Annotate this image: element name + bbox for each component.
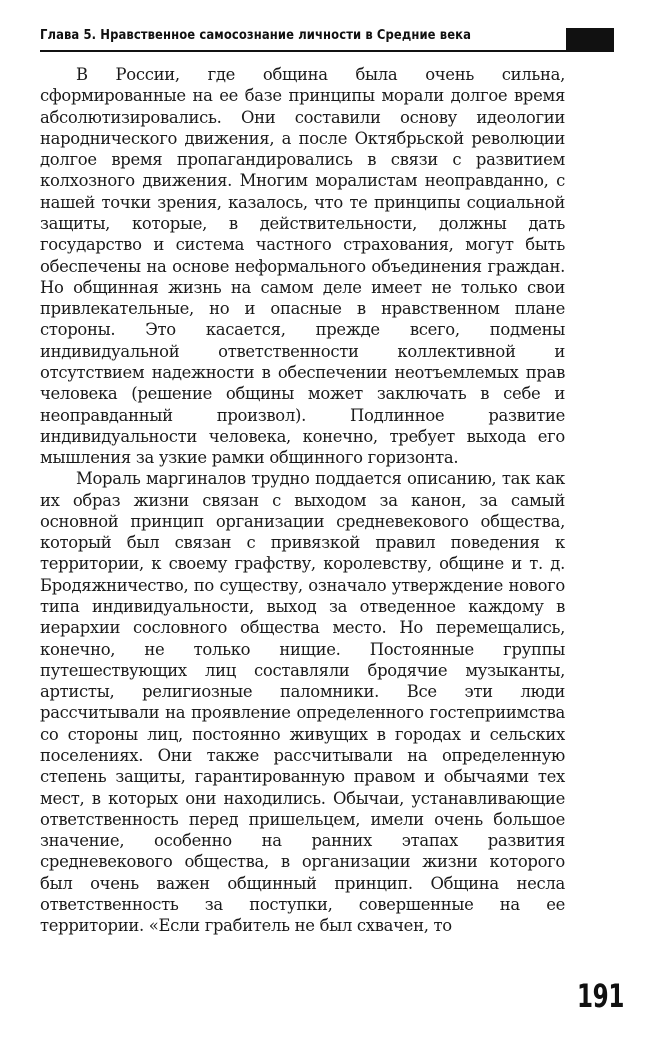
running-head-bar	[566, 28, 614, 50]
paragraph-community-morality: В России, где община была очень сильна, сформированные на ее базе принципы морали долгое время абсолютизировались. Они составили основу идеологии народнического движения, а после Октябрьской революции долгое время пропагандировались в связи с развитием колхозного движения. Многим моралистам неоправданно, с нашей точки зрения, казалось, что те принципы социальной защиты, которые, в действительности, должны дать государство и система частного страхования, могут быть обеспечены на основе неформального объединения граждан. Но общинная жизнь на самом деле имеет не только свои привлекательные, но и опасные в нравственном плане стороны. Это касается, прежде всего, подмены индивидуальной ответственности коллективной и отсутствием надежности в обеспечении неотъемлемых прав человека (решение общины может заключать в себе и неоправданный произвол). Подлинное развитие индивидуальности человека, конечно, требует выхода его мышления за узкие рамки общинного горизонта.	[40, 65, 565, 468]
running-head-title: Глава 5. Нравственное самосознание личности в Средние века	[40, 27, 472, 43]
body-text	[40, 64, 565, 937]
page-number: 191	[577, 977, 625, 1015]
running-head	[40, 26, 614, 52]
paragraph-marginals-morality: Мораль маргиналов трудно поддается описанию, так как их образ жизни связан с выходом за канон, за самый основной принцип организации средневекового общества, который был связан с привязкой правил поведения к территории, к своему графству, королевству, общине и т. д. Бродяжничество, по существу, означало утверждение нового типа индивидуальности, выход за отведенное каждому в иерархии сословного общества место. Но перемещались, конечно, не только нищие. Постоянные группы путешествующих лиц составляли бродячие музыканты, артисты, религиозные паломники. Все эти люди рассчитывали на проявление определенного гостеприимства со стороны лиц, постоянно живущих в городах и сельских поселениях. Они также рассчитывали на определенную степень защиты, гарантированную правом и обычаями тех мест, в которых они находились. Обычаи, устанавливающие ответственность перед пришельцем, имели очень большое значение, особенно на ранних этапах развития средневекового общества, в организации жизни которого был очень важен общинный принцип. Община несла ответственность за поступки, совершенные на ее территории. «Если грабитель не был схвачен, то	[40, 469, 565, 936]
